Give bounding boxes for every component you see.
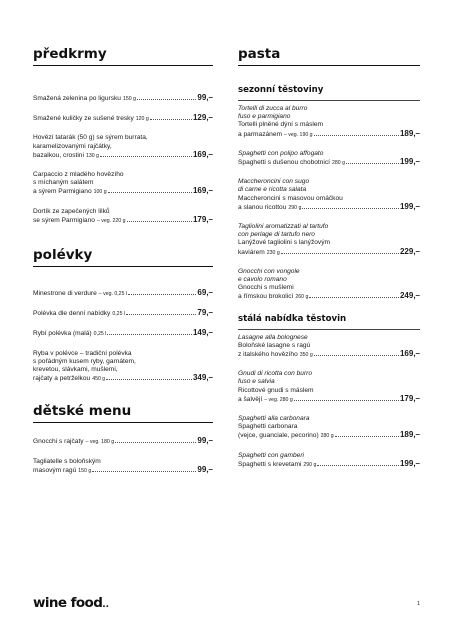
item-price: 189,–	[399, 430, 420, 440]
item-weight: 100 g	[93, 189, 107, 196]
dot-leader	[317, 465, 399, 466]
item-weight: 150 g	[122, 96, 136, 102]
item-price: 229,–	[399, 246, 420, 256]
item-price: 179,–	[399, 393, 420, 403]
item-price-line	[238, 203, 420, 212]
menu-item	[33, 350, 213, 384]
item-name: Gnocchi s mušlemi	[238, 284, 294, 292]
item-name: se sýrem Parmigiano	[33, 216, 95, 224]
item-name: Lanýžové tagliolini s lanýžovým	[238, 239, 330, 247]
menu-item	[238, 415, 420, 441]
item-weight: 230 g	[266, 249, 280, 256]
item-italian-name: Spaghetti con polipo affogato	[238, 149, 324, 157]
item-price-line	[33, 187, 213, 196]
dot-leader	[309, 297, 399, 298]
page-number: 1	[417, 601, 421, 607]
item-name: Ricottové gnudi s máslem	[238, 386, 314, 394]
item-name: Polévka dle denní nabídky	[33, 310, 111, 318]
menu-item	[238, 268, 420, 302]
item-name: Dortík ze zapečených lilků	[33, 207, 110, 215]
dot-leader	[107, 334, 192, 335]
item-price-line	[33, 329, 213, 338]
item-name: (vejce, guanciale, pecorino)	[238, 432, 319, 440]
item-price-line	[238, 460, 420, 469]
item-name: Minestrone di verdure	[33, 290, 97, 298]
right-column	[238, 46, 420, 469]
dot-leader	[106, 379, 192, 380]
section-rule	[33, 422, 213, 423]
item-price: 199,–	[399, 458, 420, 468]
menu-item	[33, 437, 213, 446]
item-name: Smažená zelenina po ligursku	[33, 95, 121, 102]
item-price-line	[238, 248, 420, 257]
left-column	[33, 46, 213, 475]
item-weight: 130 g	[85, 152, 99, 159]
item-name: bazalkou, crostini	[33, 151, 84, 159]
item-italian-name: di carne e ricotta salata	[238, 186, 307, 194]
item-price-line	[238, 431, 420, 440]
item-weight: – veg. 180 g	[85, 439, 115, 446]
section-title-pasta: pasta	[238, 46, 281, 62]
item-weight: 0,25 l	[112, 311, 126, 318]
item-weight: 120 g	[135, 116, 149, 123]
item-price-line	[33, 114, 213, 123]
item-price-line	[238, 395, 420, 404]
dot-leader	[314, 355, 399, 356]
item-name: a slanou ricottou	[238, 203, 287, 211]
item-price-line	[33, 289, 213, 298]
subsection-title-stala: stálá nabídka těstovin	[238, 313, 347, 324]
item-price-line	[33, 151, 213, 160]
item-price: 169,–	[399, 349, 420, 359]
item-price: 179,–	[192, 214, 213, 224]
dot-leader	[302, 208, 399, 209]
item-price-line	[33, 437, 213, 446]
item-price-line	[33, 216, 213, 225]
item-italian-name: Tortelli di zucca al burro	[238, 105, 308, 112]
item-price: 349,–	[192, 373, 213, 383]
item-italian-name: Tagliolini aromatizzati al tartufo	[238, 223, 329, 231]
dot-leader	[100, 156, 192, 157]
item-name: kaviárem	[238, 248, 265, 256]
menu-item	[33, 458, 213, 475]
item-name: s míchaným salátem	[33, 179, 94, 187]
item-name: Gnocchi s rajčaty	[33, 438, 84, 446]
menu-item	[238, 370, 420, 404]
menu-item	[33, 134, 213, 160]
item-price: 169,–	[192, 149, 213, 159]
section-title-polevky: polévky	[33, 247, 93, 264]
item-price-line	[238, 292, 420, 301]
dot-leader	[128, 294, 196, 295]
item-price: 189,–	[399, 128, 420, 138]
dot-leader	[92, 471, 196, 472]
menu-item	[33, 208, 213, 225]
detske-list	[33, 437, 213, 475]
section-rule	[238, 65, 420, 66]
item-italian-name: Lasagne alla bolognese	[238, 333, 308, 341]
dot-leader	[335, 436, 399, 437]
stala-list	[238, 334, 420, 469]
item-italian-name: fuso e parmigiano	[238, 113, 291, 121]
item-italian-name: Gnocchi con vongole	[238, 267, 300, 275]
item-name: Tortelli plněné dýní s máslem	[238, 121, 324, 129]
item-weight: 280 g	[332, 160, 345, 167]
item-italian-name: con perlage di tartufo nero	[238, 231, 315, 239]
item-price-line	[33, 466, 213, 475]
item-name: Ryba v polévce – tradiční polévka	[33, 349, 132, 357]
item-name: Tagliatelle s boloňským	[33, 457, 101, 465]
item-weight: 280 g	[320, 433, 334, 440]
item-name: Hovězí tatarák (50 g) se sýrem burrata,	[33, 134, 148, 142]
menu-item	[33, 114, 213, 123]
item-name: Spaghetti s dušenou chobotnicí	[238, 159, 331, 167]
item-italian-name: Maccheroncini con sugo	[238, 178, 310, 186]
dot-leader	[281, 253, 399, 254]
item-name: Spaghetti carbonara	[238, 423, 298, 431]
menu-item	[238, 150, 420, 167]
item-weight: 450 g	[92, 376, 106, 383]
subsection-rule	[238, 100, 420, 101]
menu-item	[238, 334, 420, 360]
item-weight: – veg. 0,25 l	[98, 291, 128, 298]
subsection-rule	[238, 329, 420, 330]
polevky-list	[33, 289, 213, 383]
item-weight: 150 g	[78, 467, 92, 474]
item-name: a římskou brokolicí	[238, 293, 294, 301]
item-price-line	[238, 350, 420, 359]
section-title-detske-menu: dětské menu	[33, 403, 132, 420]
item-name: rajčaty a petrželkou	[33, 375, 91, 383]
item-weight: – veg. 190 g	[283, 131, 313, 138]
item-weight: 350 g	[299, 352, 313, 359]
item-name: Spaghetti s krevetami	[238, 460, 302, 468]
item-weight: 260 g	[295, 294, 309, 301]
item-price: 149,–	[192, 328, 213, 338]
section-rule	[33, 266, 213, 267]
item-name: Rybí polévka (malá)	[33, 330, 92, 338]
item-price: 99,–	[197, 93, 213, 102]
item-italian-name: Spaghetti con gamberi	[238, 451, 304, 459]
item-name: a parmazánem	[238, 130, 282, 138]
menu-item	[33, 94, 213, 103]
predkrmy-list	[33, 94, 213, 225]
dot-leader	[127, 221, 192, 222]
item-price: 199,–	[399, 157, 420, 167]
item-price-line	[33, 94, 213, 103]
item-name: Maccheroncini s masovou omáčkou	[238, 194, 343, 202]
item-price-line	[238, 130, 420, 139]
menu-item	[33, 289, 213, 298]
item-price: 129,–	[192, 113, 213, 123]
item-price: 69,–	[197, 288, 213, 298]
menu-item	[33, 329, 213, 338]
item-italian-name: Gnudi di ricotta con burro	[238, 370, 313, 378]
dot-leader	[137, 99, 196, 100]
item-name: a sýrem Parmigiano	[33, 188, 92, 196]
item-name: Boloňské lasagne s ragú	[238, 341, 311, 349]
item-name: Smažené kuličky ze sušené tresky	[33, 115, 134, 123]
menu-item	[33, 171, 213, 197]
menu-item	[238, 452, 420, 469]
item-italian-name: Spaghetti alla carbonara	[238, 415, 310, 423]
dot-leader	[314, 135, 399, 136]
item-price: 99,–	[197, 436, 213, 446]
item-italian-name: e cavolo romano	[238, 276, 287, 284]
item-name: krevetou, slávkami, mušlemi,	[33, 366, 118, 374]
menu-item	[238, 223, 420, 257]
item-weight: – veg. 280 g	[264, 396, 293, 403]
item-price: 249,–	[399, 291, 420, 301]
item-name: masovým ragú	[33, 466, 77, 474]
item-weight: 290 g	[303, 461, 317, 468]
menu-item	[238, 178, 420, 212]
item-name: z italského hovězího	[238, 351, 298, 359]
item-price-line	[33, 374, 213, 383]
item-weight: 290 g	[288, 204, 302, 211]
item-weight: 0,25 l	[93, 331, 107, 338]
item-price-line	[33, 309, 213, 318]
dot-leader	[126, 314, 196, 315]
dot-leader	[346, 163, 399, 164]
wine-food-logo: wine food..	[33, 595, 110, 611]
section-title-predkrmy: předkrmy	[33, 46, 107, 62]
dot-leader	[115, 442, 196, 443]
item-price-line	[238, 158, 420, 167]
section-rule	[33, 65, 213, 66]
item-price: 199,–	[399, 201, 420, 211]
menu-item	[33, 309, 213, 318]
dot-leader	[294, 400, 399, 401]
subsection-title-sezonni: sezonní těstoviny	[238, 85, 324, 95]
item-weight: – veg. 220 g	[96, 217, 126, 224]
item-price: 99,–	[197, 464, 213, 474]
item-name: s pořádným kusem ryby, garnátem,	[33, 357, 136, 365]
sezonni-list	[238, 105, 420, 302]
dot-leader	[108, 192, 192, 193]
item-name: Carpaccio z mladého hovězího	[33, 171, 124, 179]
item-name: karamelizovanými rajčátky,	[33, 142, 112, 150]
item-name: a šalvějí	[238, 395, 263, 403]
item-price: 169,–	[192, 186, 213, 196]
item-price: 79,–	[197, 308, 213, 318]
item-italian-name: fuso e salvia	[238, 378, 275, 386]
dot-leader	[150, 119, 192, 120]
menu-item	[238, 105, 420, 139]
